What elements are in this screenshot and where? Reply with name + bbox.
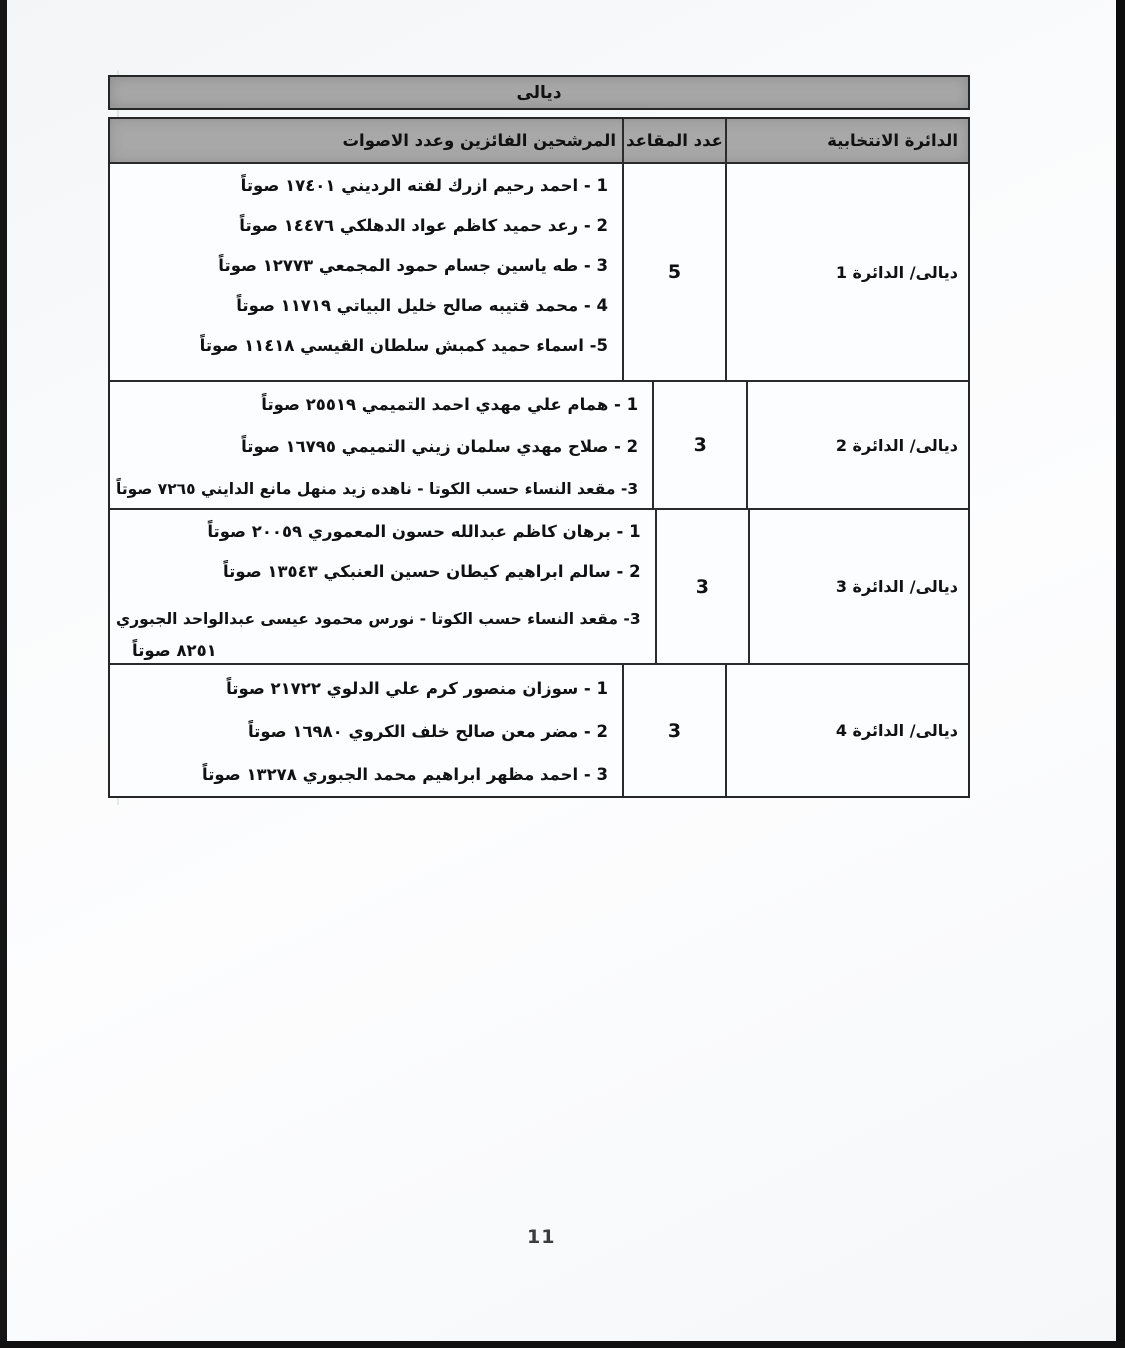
candidates-cell bbox=[110, 164, 622, 380]
header-district bbox=[727, 119, 968, 162]
district-cell bbox=[748, 382, 968, 508]
candidate-line: 3- مقعد النساء حسب الكوتا - نورس محمود عيسى عبدالواحد الجبوري bbox=[116, 610, 641, 628]
candidates-cell bbox=[110, 382, 652, 508]
candidate-line: 2 - صلاح مهدي سلمان زيني التميمي ١٦٧٩٥ صوتاً bbox=[241, 437, 639, 456]
seats-cell bbox=[622, 665, 727, 796]
district-label: ديالى/ الدائرة 3 bbox=[835, 577, 958, 596]
candidate-line: 3 - احمد مظهر ابراهيم محمد الجبوري ١٣٢٧٨ صوتاً bbox=[202, 765, 608, 784]
results-grid bbox=[108, 117, 970, 798]
candidate-line: 5- اسماء حميد كمبش سلطان القيسي ١١٤١٨ صوتاً bbox=[199, 336, 608, 355]
table-title-row bbox=[108, 75, 970, 110]
district-label: ديالى/ الدائرة 2 bbox=[835, 435, 958, 455]
seats-value: 5 bbox=[667, 261, 682, 283]
seats-value: 3 bbox=[693, 434, 707, 456]
seats-cell bbox=[655, 510, 750, 663]
scan-edge-right bbox=[1116, 0, 1125, 1348]
seats-cell bbox=[652, 382, 748, 508]
candidate-line: 3 - طه ياسين جسام حمود المجمعي ١٢٧٧٣ صوتاً bbox=[218, 256, 608, 275]
table-row-district-4 bbox=[110, 663, 968, 796]
header-seats-label: عدد المقاعد bbox=[626, 131, 723, 150]
candidate-line: 2 - سالم ابراهيم كيطان حسين العنبكي ١٣٥٤٣ صوتاً bbox=[222, 562, 641, 581]
page-number: 11 bbox=[527, 1226, 556, 1248]
candidate-line: 2 - رعد حميد كاظم عواد الدهلكي ١٤٤٧٦ صوتاً bbox=[239, 216, 608, 235]
candidate-line: 1 - برهان كاظم عبدالله حسون المعموري ٢٠٠٥٩ صوتاً bbox=[207, 522, 641, 541]
header-candidates bbox=[110, 119, 622, 162]
results-table bbox=[108, 75, 970, 798]
candidates-cell bbox=[110, 510, 655, 663]
header-district-label: الدائرة الانتخابية bbox=[827, 131, 958, 150]
header-seats bbox=[622, 119, 727, 162]
candidate-line: 1 - سوزان منصور كرم علي الدلوي ٢١٧٢٢ صوتاً bbox=[226, 679, 608, 698]
district-cell bbox=[727, 665, 968, 796]
seats-value: 3 bbox=[695, 575, 709, 598]
district-cell bbox=[727, 164, 968, 380]
seats-cell bbox=[622, 164, 727, 380]
district-cell bbox=[750, 510, 968, 663]
table-row-district-3 bbox=[110, 508, 968, 663]
district-label: ديالى/ الدائرة 1 bbox=[835, 262, 958, 282]
candidate-line: 4 - محمد قتيبه صالح خليل البياتي ١١٧١٩ صوتاً bbox=[236, 296, 608, 315]
candidate-line: 1 - احمد رحيم ازرك لفته الرديني ١٧٤٠١ صوتاً bbox=[240, 176, 608, 195]
scan-edge-left bbox=[0, 0, 7, 1348]
candidates-cell bbox=[110, 665, 622, 796]
candidate-line: 3- مقعد النساء حسب الكوتا - ناهده زيد منهل مانع الدايني ٧٢٦٥ صوتاً bbox=[116, 480, 639, 498]
candidate-line-continuation: ٨٢٥١ صوتاً bbox=[132, 641, 217, 660]
header-candidates-label: المرشحين الفائزين وعدد الاصوات bbox=[342, 131, 616, 150]
table-row-district-2 bbox=[110, 380, 968, 508]
district-label: ديالى/ الدائرة 4 bbox=[835, 721, 958, 740]
header-row bbox=[110, 119, 968, 162]
table-row-district-1 bbox=[110, 162, 968, 380]
candidate-line: 2 - مضر معن صالح خلف الكروي ١٦٩٨٠ صوتاً bbox=[247, 722, 608, 741]
seats-value: 3 bbox=[667, 719, 682, 742]
candidate-line: 1 - همام علي مهدي احمد التميمي ٢٥٥١٩ صوتاً bbox=[261, 395, 639, 414]
scan-edge-bottom bbox=[0, 1341, 1125, 1348]
table-title: ديالى bbox=[516, 82, 562, 103]
